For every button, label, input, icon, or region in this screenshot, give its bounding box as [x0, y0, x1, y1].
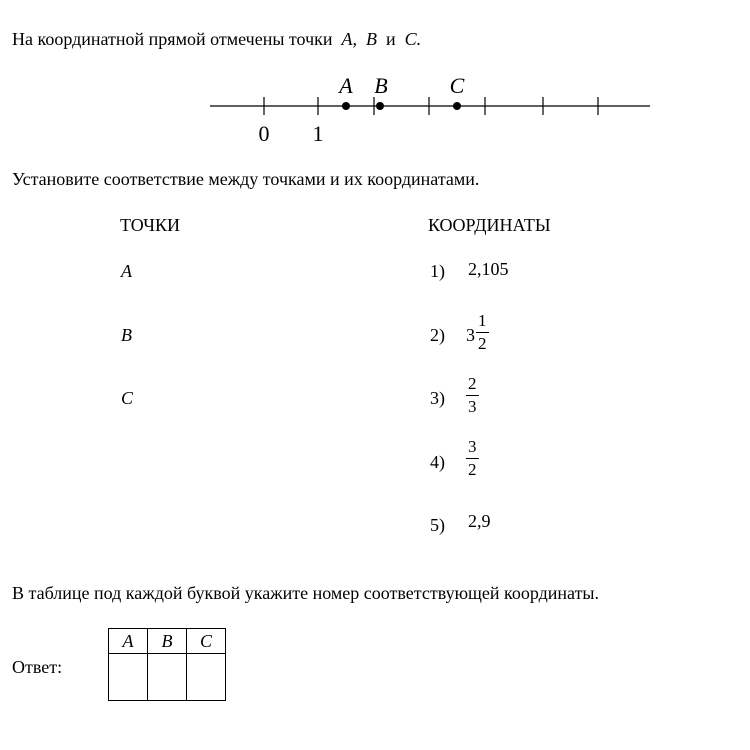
answer-cell-c[interactable] [187, 654, 226, 701]
point-a: A [121, 261, 132, 281]
intro-point-a: A, [341, 29, 358, 49]
option-1-value: 2,105 [468, 259, 509, 279]
option-1-number: 1) [430, 261, 445, 281]
fraction-bar [466, 458, 479, 459]
point-b: B [121, 325, 132, 345]
option-3-numerator: 2 [468, 374, 477, 393]
option-4-fraction [466, 438, 479, 479]
answer-header-a: A [109, 629, 148, 654]
point-b-label: B [374, 73, 388, 98]
point-c-marker [453, 102, 461, 110]
option-2-numerator: 1 [478, 311, 487, 330]
instruction-text: Установите соответствие между точками и их координатами. [12, 169, 480, 189]
answer-label: Ответ: [12, 657, 63, 677]
intro-sentence [12, 28, 421, 50]
option-2-number: 2) [430, 325, 445, 345]
point-c-label: C [449, 73, 465, 98]
point-c: C [121, 388, 134, 408]
answer-cell-b[interactable] [148, 654, 187, 701]
table-instruction: В таблице под каждой буквой укажите номер соответствующей координаты. [12, 583, 600, 603]
point-b-marker [376, 102, 384, 110]
number-line [0, 60, 750, 155]
tick-label-0: 0 [258, 121, 270, 146]
answer-cell-a[interactable] [109, 654, 148, 701]
point-a-label: A [339, 73, 353, 98]
option-4-denominator: 2 [468, 460, 477, 479]
option-5-value: 2,9 [468, 511, 491, 531]
intro-prefix: На координатной прямой отмечены точки [12, 29, 333, 49]
coords-header: КООРДИНАТЫ [428, 215, 551, 235]
option-2-whole: 3 [466, 325, 475, 345]
points-header: ТОЧКИ [120, 215, 181, 235]
tick-label-1: 1 [312, 121, 324, 146]
option-3-fraction [466, 375, 479, 416]
option-5-number: 5) [430, 515, 445, 535]
option-4-number: 4) [430, 452, 445, 472]
fraction-bar [476, 332, 489, 333]
intro-point-b: B [366, 29, 378, 49]
answer-header-c: C [187, 629, 226, 654]
option-2-fraction [476, 312, 489, 353]
option-3-number: 3) [430, 388, 445, 408]
option-2-denominator: 2 [478, 334, 487, 353]
answer-table-input-row [109, 654, 226, 701]
answer-table-header-row [109, 629, 226, 654]
answer-header-b: B [148, 629, 187, 654]
answer-table [108, 628, 226, 701]
intro-point-c: C. [404, 29, 422, 49]
fraction-bar [466, 395, 479, 396]
option-4-numerator: 3 [468, 437, 477, 456]
option-3-denominator: 3 [468, 397, 477, 416]
intro-conj: и [386, 29, 396, 49]
point-a-marker [342, 102, 350, 110]
